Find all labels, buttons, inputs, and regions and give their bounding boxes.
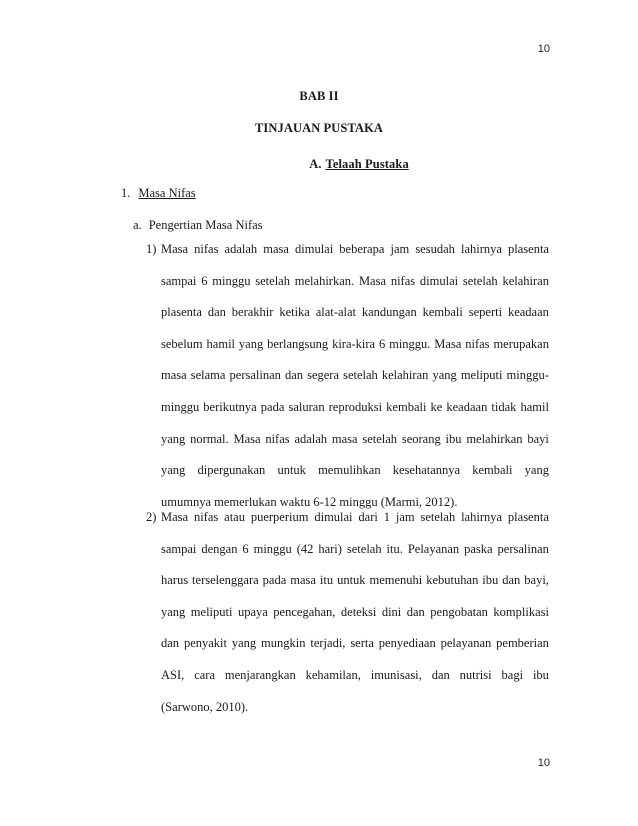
text-line: sampai 6 minggu setelah melahirkan. Masa nifas dimulai setelah kelahiran: [161, 273, 549, 288]
text-line: yang meliputi upaya pencegahan, deteksi dini dan pengobatan komplikasi: [161, 604, 549, 619]
text-line: minggu berikutnya pada saluran reproduksi kembali ke keadaan tidak hamil: [161, 399, 549, 414]
text-line: ASI, cara menjarangkan kehamilan, imunisasi, dan nutrisi bagi ibu: [161, 667, 549, 682]
text-line: sampai dengan 6 minggu (42 hari) setelah itu. Pelayanan paska persalinan: [161, 541, 549, 556]
text-line: harus terselenggara pada masa itu untuk memenuhi kebutuhan ibu dan bayi,: [161, 573, 549, 588]
subsubsection-letter: a.: [133, 218, 142, 232]
list-item-marker: 1): [146, 242, 157, 256]
paragraph: [161, 502, 549, 723]
subsubsection-title: Pengertian Masa Nifas: [148, 218, 263, 232]
chapter-title: BAB II: [299, 89, 339, 103]
text-line: yang normal. Masa nifas adalah masa setelah seorang ibu melahirkan bayi: [161, 431, 549, 446]
page-number-top: 10: [537, 43, 550, 55]
text-line: Masa nifas atau puerperium dimulai dari 1 jam setelah lahirnya plasenta: [161, 510, 549, 524]
section-letter: A.: [309, 157, 322, 171]
text-line: (Sarwono, 2010).: [161, 699, 249, 714]
text-line: sebelum hamil yang berlangsung kira-kira 6 minggu. Masa nifas merupakan: [161, 336, 549, 351]
subsection-number: 1.: [121, 186, 131, 200]
list-item-marker: 2): [146, 510, 157, 524]
paragraph: [161, 234, 549, 518]
text-line: yang dipergunakan untuk memulihkan kesehatannya kembali yang: [161, 463, 549, 478]
text-line: umumnya memerlukan waktu 6-12 minggu (Marmi, 2012).: [161, 494, 458, 509]
page-number-bottom: 10: [537, 757, 550, 769]
subsubsection-heading: [133, 218, 263, 233]
text-line: dan penyakit yang mungkin terjadi, serta penyediaan pelayanan pemberian: [161, 636, 549, 651]
section-heading: [40, 157, 638, 172]
subsection-title: Masa Nifas: [138, 186, 196, 200]
subsection-heading: [121, 186, 196, 201]
chapter-subtitle: TINJAUAN PUSTAKA: [254, 121, 384, 135]
section-title: Telaah Pustaka: [325, 157, 409, 171]
text-line: plasenta dan berakhir ketika alat-alat kandungan kembali seperti keadaan: [161, 305, 549, 320]
text-line: masa selama persalinan dan segera setelah kelahiran yang meliputi minggu-: [161, 368, 549, 383]
text-line: Masa nifas adalah masa dimulai beberapa jam sesudah lahirnya plasenta: [161, 242, 549, 256]
